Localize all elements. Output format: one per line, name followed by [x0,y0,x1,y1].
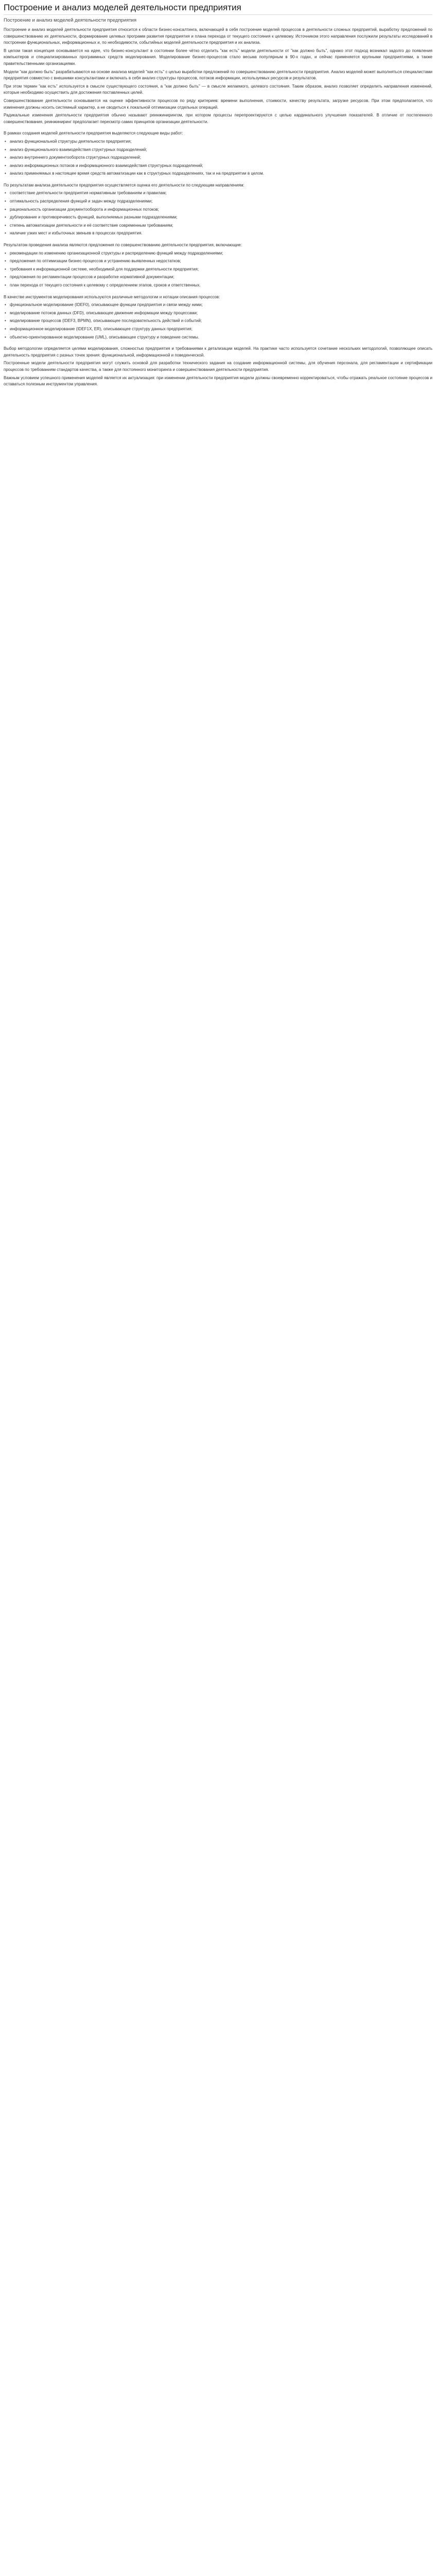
list-item: • анализ функционального взаимодействия структурных подразделений; [4,147,432,154]
title-divider [4,14,432,15]
list-item: • функциональное моделирование (IDEF0), описывающее функции предприятия и связи между ними; [4,302,432,309]
paragraph: Важным условием успешного применения моделей является их актуализация: при изменении деятельности предприятия модели должны своевременно корректироваться, чтобы отражать реальное состояние процессов и оставаться полезным инструментом управления. [4,375,432,387]
page [0,0,436,388]
list-item: • анализ применяемых в настоящее время средств автоматизации как в структурных подразделениях, так и на предприятии в целом. [4,171,432,177]
list-item: • требования к информационной системе, необходимой для поддержки деятельности предприятия; [4,266,432,273]
breadcrumb: Построение и анализ моделей деятельности предприятия [4,18,137,23]
list-item: • анализ информационных потоков и информационного взаимодействия структурных подразделений; [4,163,432,170]
paragraph: Совершенствование деятельности основывается на оценке эффективности процессов по ряду критериев: времени выполнения, стоимости, качеству результата, загрузке ресурсов. При этом предполагается, что изменения должны носить системный характер, а не сводиться к локальной оптимизации отдельных операций. [4,98,432,110]
section-intro: По результатам анализа деятельности предприятия осуществляется оценка его деятельности по следующим направлениям: [4,182,245,188]
paragraph: При этом термин "как есть" используется в смысле существующего состояния, а "как должно быть" — в смысле желаемого, целевого состояния. Таким образом, анализ позволяет определить направления изменений, которые необходимо осуществить для достижения поставленных целей. [4,83,432,95]
list-item: • наличие узких мест и избыточных звеньев в процессах предприятия. [4,230,432,237]
list-item: • моделирование процессов (IDEF3, BPMN), описывающее последовательность действий и событий; [4,318,432,325]
paragraph: Модели "как должно быть" разрабатываются на основе анализа моделей "как есть" с целью выработки предложений по совершенствованию деятельности предприятия. Анализ моделей может выполняться специалистами предприятия совместно с внешними консультантами и включать в себя анализ структуры процессов, потоков информации, используемых ресурсов и результатов. [4,69,432,81]
paragraph: Выбор методологии определяется целями моделирования, сложностью предприятия и требованиями к детализации моделей. На практике часто используется сочетание нескольких методологий, позволяющее описать деятельность предприятия с разных точек зрения: функциональной, информационной и поведенческой. [4,346,432,358]
paragraph: Построение и анализ моделей деятельности предприятия относится к области бизнес-консалтинга, включающей в себя построение моделей процессов в деятельности сложных предприятий, выработку предложений по совершенствованию их деятельности, формирование целевых программ развития предприятия и плана перехода от текущего состояния к целевому. Источником этого направления послужили результаты исследований в построении функциональных, информационных и, по необходимости, событийных моделей деятельности предприятия и их анализа. [4,27,432,45]
section-intro: В качестве инструментов моделирования используются различные методологии и нотации описания процессов: [4,294,220,299]
list-item: • дублирование и противоречивость функций, выполняемых разными подразделениями; [4,214,432,221]
list-item: • степень автоматизации деятельности и её соответствие современным требованиям; [4,223,432,229]
section-intro: Результатом проведения анализа являются предложения по совершенствованию деятельности предприятия, включающие: [4,243,242,248]
paragraph: Радикальные изменения деятельности предприятия обычно называют реинжинирингом, при котором процессы перепроектируются с целью кардинального улучшения показателей. В отличие от постепенного совершенствования, реинжиниринг предполагает пересмотр самих принципов организации деятельности. [4,113,432,124]
list-item: • соответствие деятельности предприятия нормативным требованиям и правилам; [4,190,432,197]
article-body [4,27,432,388]
list-item: • информационное моделирование (IDEF1X, ER), описывающее структуру данных предприятия; [4,326,432,333]
section-intro: В рамках создания моделей деятельности предприятия выделяются следующие виды работ: [4,131,183,136]
paragraph: В целом такая концепция основывается на идее, что бизнес-консультант в состоянии более чётко отделить "как есть" модели деятельности от "как должно быть", однако этот подход возникал задолго до появления компьютеров и специализированных программных средств моделирования. Моделирование бизнес-процессов стало весьма популярным в 90-х годах, и сейчас применяется крупными предприятиями, а также правительственными организациями. [4,48,432,66]
list-item: • объектно-ориентированное моделирование (UML), описывающее структуру и поведение системы. [4,334,432,341]
list-item: • рекомендации по изменению организационной структуры и распределению функций между подразделениями; [4,250,432,257]
list-item: • план перехода от текущего состояния к целевому с определением этапов, сроков и ответственных. [4,282,432,289]
paragraph: Построенные модели деятельности предприятия могут служить основой для разработки технического задания на создание информационной системы, для обучения персонала, для регламентации и сертификации процессов по требованиям стандартов качества, а также для постоянного мониторинга и совершенствования деятельности предприятия. [4,361,432,372]
list-item: • предложения по оптимизации бизнес-процессов и устранению выявленных недостатков; [4,258,432,265]
list-item: • анализ внутреннего документооборота структурных подразделений; [4,155,432,161]
list-item: • моделирование потоков данных (DFD), описывающее движение информации между процессами; [4,310,432,317]
list-item: • оптимальность распределения функций и задач между подразделениями; [4,198,432,205]
page-title: Построение и анализ моделей деятельности предприятия [4,3,241,12]
list-item: • предложения по регламентации процессов и разработке нормативной документации; [4,274,432,281]
list-item: • анализ функциональной структуры деятельности предприятия; [4,139,432,145]
list-item: • рациональность организации документооборота и информационных потоков; [4,207,432,213]
